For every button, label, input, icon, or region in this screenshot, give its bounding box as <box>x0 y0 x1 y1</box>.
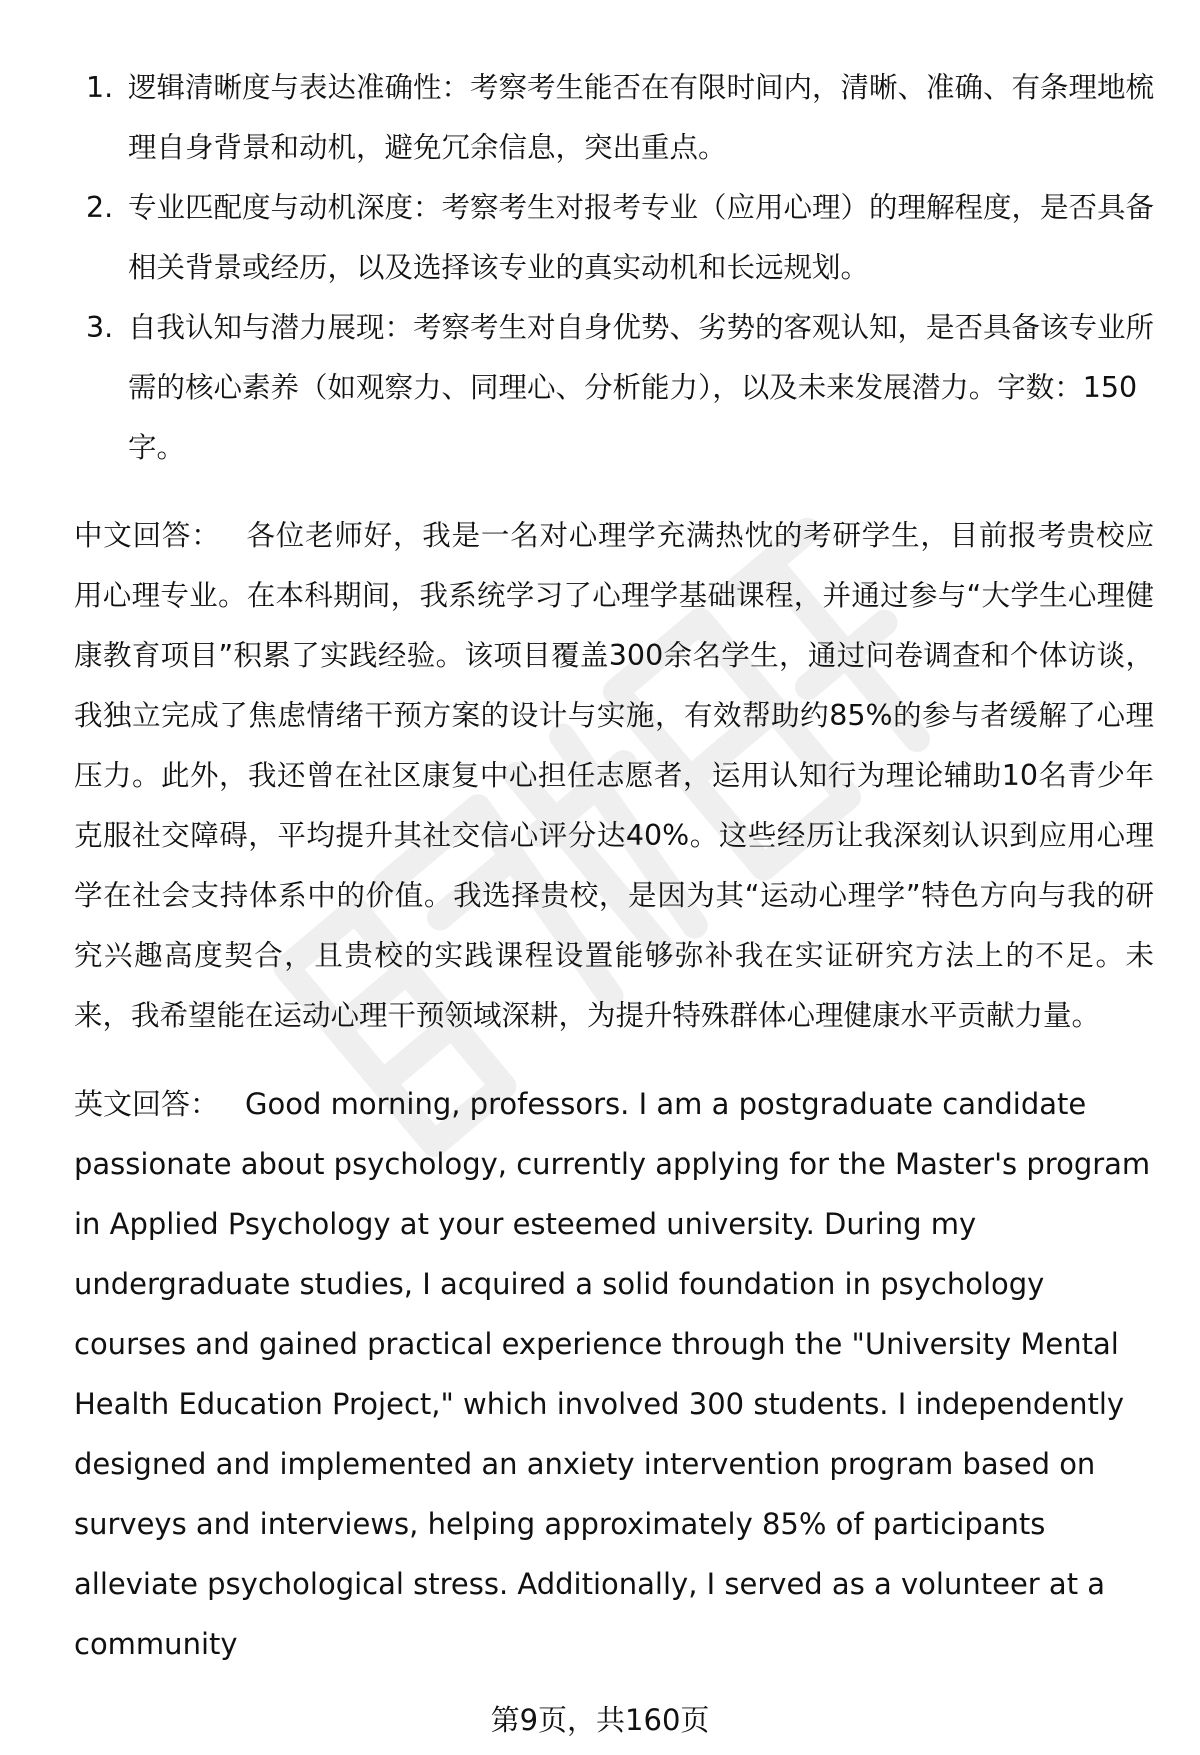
evaluation-criteria-list <box>74 58 1154 478</box>
criteria-text: 自我认知与潜力展现：考察考生对自身优势、劣势的客观认知，是否具备该专业所需的核心素养（如观察力、同理心、分析能力），以及未来发展潜力。字数：150字。 <box>128 311 1155 464</box>
criteria-number: 3. <box>86 311 114 344</box>
english-answer-paragraph <box>74 1074 1154 1674</box>
document-content <box>74 58 1154 1674</box>
criteria-item <box>74 58 1154 178</box>
chinese-answer-paragraph <box>74 506 1154 1046</box>
chinese-answer-text: 各位老师好，我是一名对心理学充满热忱的考研学生，目前报考贵校应用心理专业。在本科期间，我系统学习了心理学基础课程，并通过参与“大学生心理健康教育项目”积累了实践经验。该项目覆盖300余名学生，通过问卷调查和个体访谈，我独立完成了焦虑情绪干预方案的设计与实施，有效帮助约85%的参与者缓解了心理压力。此外，我还曾在社区康复中心担任志愿者，运用认知行为理论辅助10名青少年克服社交障碍，平均提升其社交信心评分达40%。这些经历让我深刻认识到应用心理学在社会支持体系中的价值。我选择贵校，是因为其“运动心理学”特色方向与我的研究兴趣高度契合，且贵校的实践课程设置能够弥补我在实证研究方法上的不足。未来，我希望能在运动心理干预领域深耕，为提升特殊群体心理健康水平贡献力量。 <box>74 519 1154 1032</box>
english-answer-text: Good morning, professors. I am a postgraduate candidate passionate about psychology, currently applying for the Master's program in Applied Psychology at your esteemed university. During my undergraduate studies, I acquired a solid foundation in psychology courses and gained practical experience through the "University Mental Health Education Project," which involved 300 students. I independently designed and implemented an anxiety intervention program based on surveys and interviews, helping approximately 85% of participants alleviate psychological stress. Additionally, I served as a volunteer at a community <box>74 1087 1151 1661</box>
page-number-footer: 第9页，共160页 <box>490 1703 710 1737</box>
criteria-number: 2. <box>86 191 114 224</box>
criteria-number: 1. <box>86 71 114 104</box>
criteria-item <box>74 298 1154 478</box>
english-answer-label: 英文回答： <box>74 1087 220 1121</box>
chinese-answer-label: 中文回答： <box>74 519 221 552</box>
criteria-text: 专业匹配度与动机深度：考察考生对报考专业（应用心理）的理解程度，是否具备相关背景或经历，以及选择该专业的真实动机和长远规划。 <box>128 191 1155 284</box>
criteria-text: 逻辑清晰度与表达准确性：考察考生能否在有限时间内，清晰、准确、有条理地梳理自身背景和动机，避免冗余信息，突出重点。 <box>128 71 1155 164</box>
criteria-item <box>74 178 1154 298</box>
